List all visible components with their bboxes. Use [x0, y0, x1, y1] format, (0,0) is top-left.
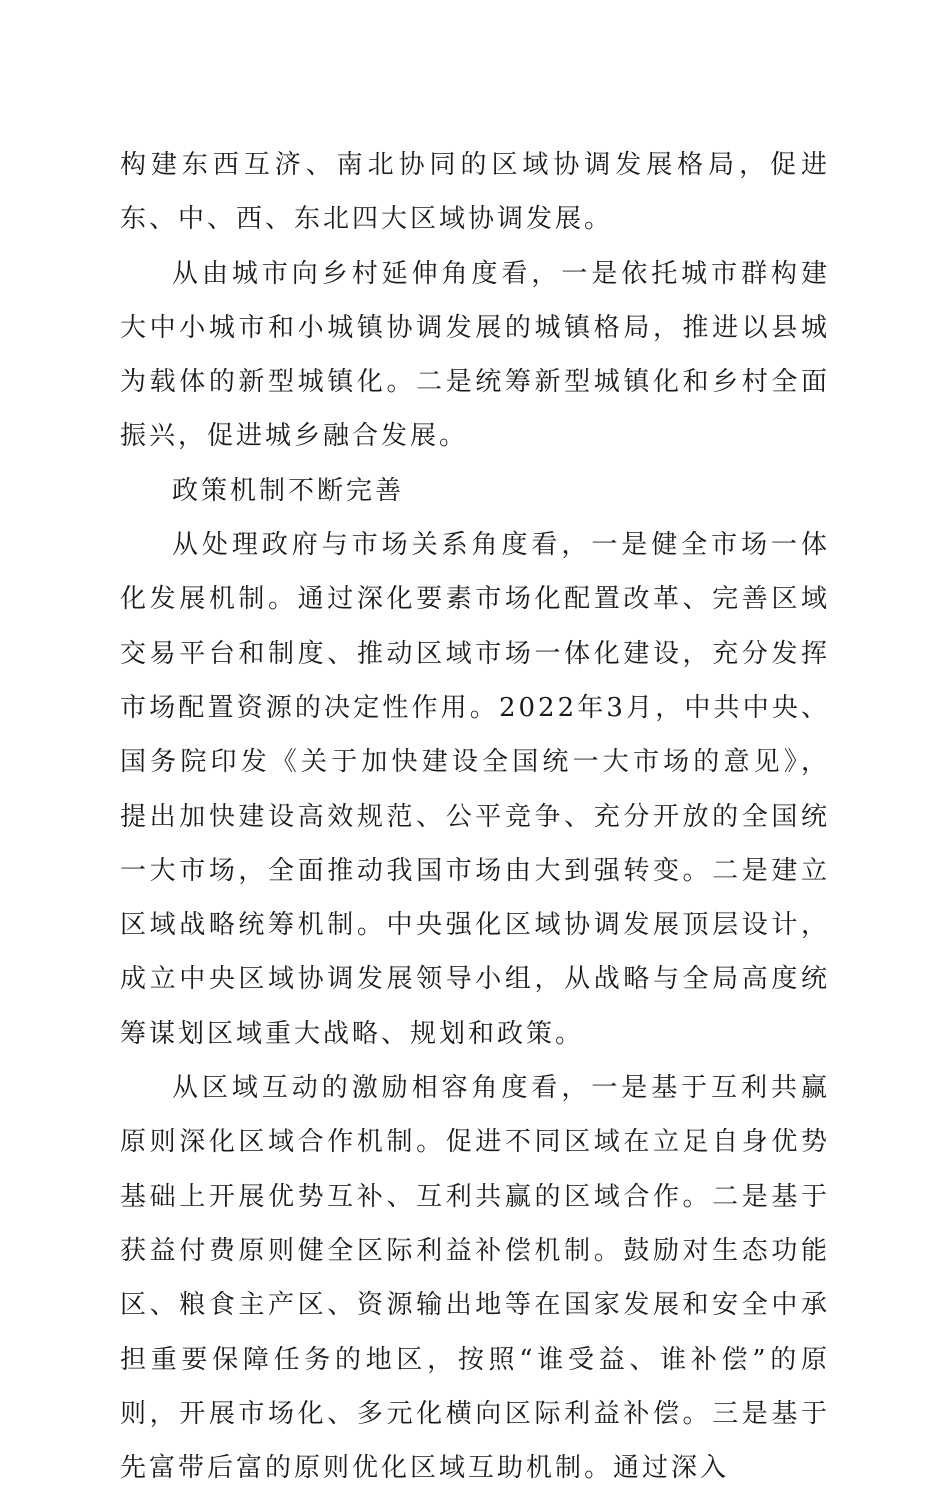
document-body	[120, 138, 830, 1495]
paragraph-continued: 构建东西互济、南北协同的区域协调发展格局，促进东、中、西、东北四大区域协调发展。	[120, 150, 830, 235]
paragraph-regional-interaction: 从区域互动的激励相容角度看，一是基于互利共赢原则深化区域合作机制。促进不同区域在立足自身优势基础上开展优势互补、互利共赢的区域合作。二是基于获益付费原则健全区际利益补偿机制。鼓励对生态功能区、粮食主产区、资源输出地等在国家发展和安全中承担重要保障任务的地区，按照“谁受益、谁补偿”的原则，开展市场化、多元化横向区际利益补偿。三是基于先富带后富的原则优化区域互助机制。通过深入	[120, 1073, 830, 1484]
paragraph-government-market: 从处理政府与市场关系角度看，一是健全市场一体化发展机制。通过深化要素市场化配置改革、完善区域交易平台和制度、推动区域市场一体化建设，充分发挥市场配置资源的决定性作用。2022年3月，中共中央、国务院印发《关于加快建设全国统一大市场的意见》，提出加快建设高效规范、公平竞争、充分开放的全国统一大市场，全面推动我国市场由大到强转变。二是建立区域战略统筹机制。中央强化区域协调发展顶层设计，成立中央区域协调发展领导小组，从战略与全局高度统筹谋划区域重大战略、规划和政策。	[120, 530, 830, 1049]
paragraph-urban-rural: 从由城市向乡村延伸角度看，一是依托城市群构建大中小城市和小城镇协调发展的城镇格局，推进以县城为载体的新型城镇化。二是统筹新型城镇化和乡村全面振兴，促进城乡融合发展。	[120, 258, 830, 452]
section-heading: 政策机制不断完善	[172, 475, 405, 506]
